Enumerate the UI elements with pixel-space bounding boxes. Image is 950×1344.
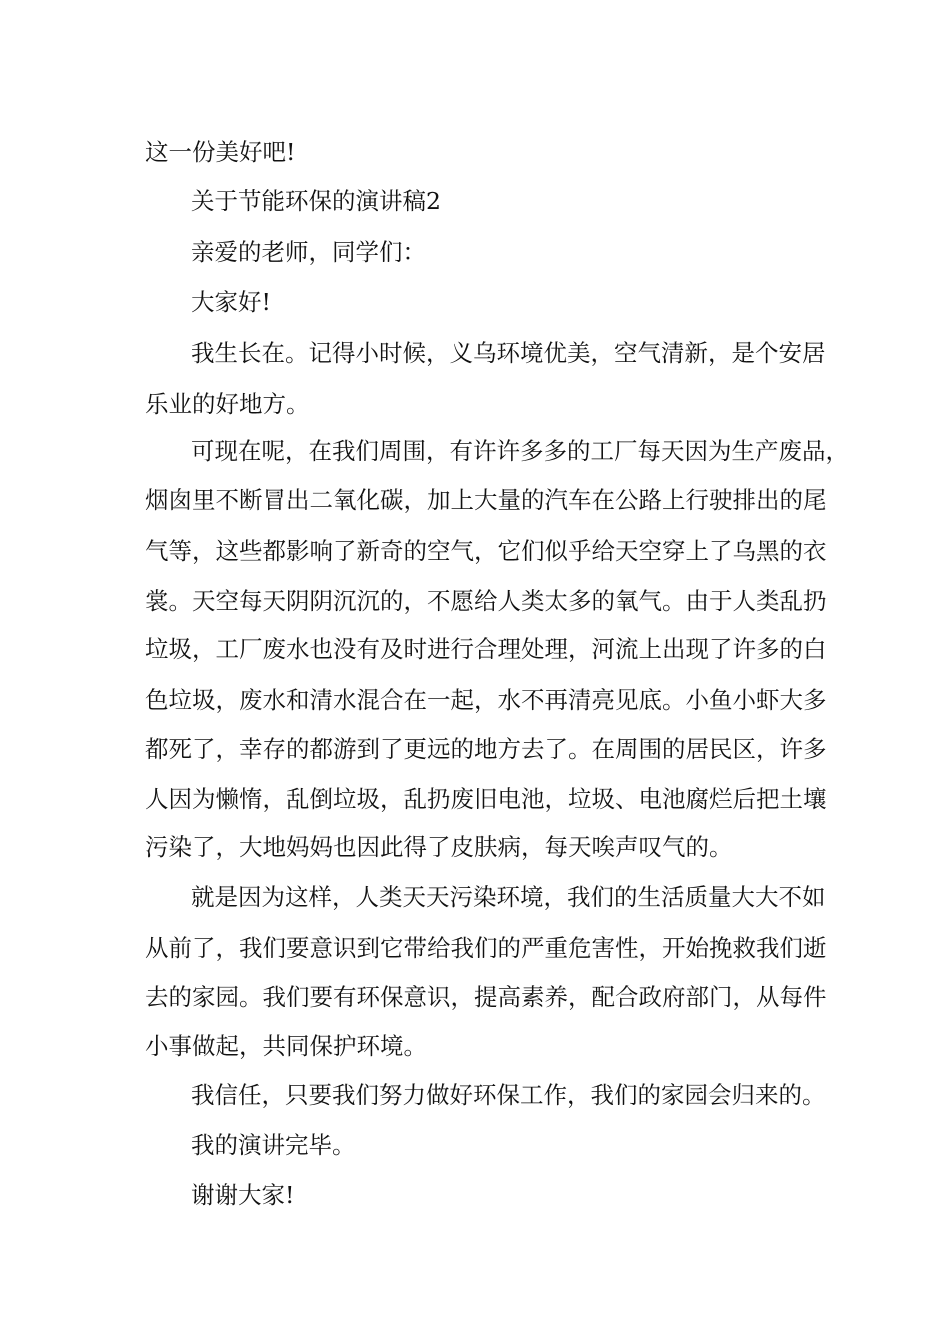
text-line: 烟囱里不断冒出二氧化碳，加上大量的汽车在公路上行驶排出的尾: [145, 486, 827, 514]
thanks-line: 谢谢大家!: [191, 1181, 295, 1209]
text-line: 从前了，我们要意识到它带给我们的严重危害性，开始挽救我们逝: [145, 934, 827, 962]
text-line: 垃圾，工厂废水也没有及时进行合理处理，河流上出现了许多的白: [145, 635, 827, 663]
text-line: 这一份美好吧!: [145, 138, 296, 166]
text-line: 乐业的好地方。: [145, 390, 310, 418]
closing-line: 我的演讲完毕。: [191, 1131, 356, 1159]
text-line: 去的家园。我们要有环保意识，提高素养，配合政府部门，从每件: [145, 983, 827, 1011]
text-line: 可现在呢，在我们周围，有许许多多的工厂每天因为生产废品，: [191, 437, 849, 465]
text-line: 污染了，大地妈妈也因此得了皮肤病，每天唉声叹气的。: [145, 833, 733, 861]
text-line: 气等，这些都影响了新奇的空气，它们似乎给天空穿上了乌黑的衣: [145, 537, 827, 565]
text-line: 小事做起，共同保护环境。: [145, 1032, 427, 1060]
text-line: 我生长在。记得小时候，义乌环境优美，空气清新，是个安居: [191, 339, 826, 367]
text-line: 就是因为这样，人类天天污染环境，我们的生活质量大大不如: [191, 883, 826, 911]
greeting: 大家好!: [191, 288, 271, 316]
speech-title: 关于节能环保的演讲稿2: [191, 187, 441, 215]
text-line: 色垃圾，废水和清水混合在一起，水不再清亮见底。小鱼小虾大多: [145, 686, 827, 714]
text-line: 都死了，幸存的都游到了更远的地方去了。在周围的居民区，许多: [145, 735, 827, 763]
text-line: 裳。天空每天阴阴沉沉的，不愿给人类太多的氧气。由于人类乱扔: [145, 587, 827, 615]
text-line: 我信任，只要我们努力做好环保工作，我们的家园会归来的。: [191, 1081, 826, 1109]
text-line: 人因为懒惰，乱倒垃圾，乱扔废旧电池，垃圾、电池腐烂后把土壤: [145, 785, 827, 813]
salutation: 亲爱的老师，同学们：: [191, 238, 426, 266]
